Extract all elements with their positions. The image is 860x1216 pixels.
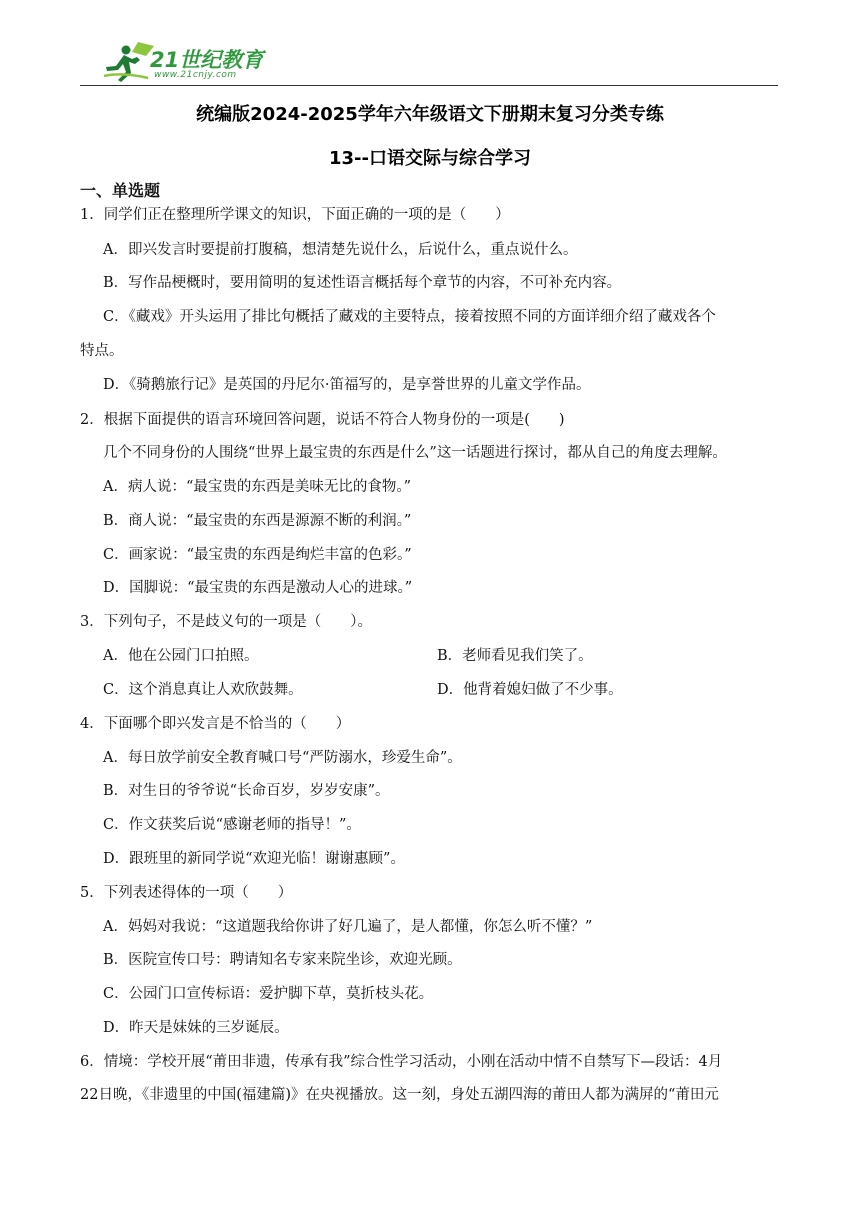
question-2-option-a: A．病人说：“最宝贵的东西是美味无比的食物。” [103, 479, 412, 495]
question-5-option-c: C．公园门口宣传标语：爱护脚下草，莫折枝头花。 [103, 986, 434, 1002]
question-3-stem: 3．下列句子，不是歧义句的一项是（ ）。 [80, 614, 372, 630]
document-title: 统编版2024-2025学年六年级语文下册期末复习分类专练 [196, 104, 664, 125]
question-3-option-a: A．他在公园门口拍照。 [103, 648, 259, 664]
question-2-option-c: C．画家说：“最宝贵的东西是绚烂丰富的色彩。” [103, 547, 412, 563]
question-1-option-a: A．即兴发言时要提前打腹稿，想清楚先说什么，后说什么，重点说什么。 [103, 242, 578, 258]
question-5-option-a: A．妈妈对我说：“这道题我给你讲了好几遍了，是人都懂，你怎么听不懂？” [103, 919, 593, 935]
question-4-stem: 4．下面哪个即兴发言是不恰当的（ ） [80, 716, 351, 732]
question-2-context: 几个不同身份的人围绕“世界上最宝贵的东西是什么”这一话题进行探讨，都从自己的角度去理解。 [103, 445, 727, 461]
question-4-option-c: C．作文获奖后说“感谢老师的指导！”。 [103, 817, 361, 833]
question-1-option-b: B．写作品梗概时，要用简明的复述性语言概括每个章节的内容，不可补充内容。 [103, 275, 622, 291]
question-3-option-b: B．老师看见我们笑了。 [437, 648, 593, 664]
header-divider [80, 85, 778, 86]
question-4-option-b: B．对生日的爷爷说“长命百岁，岁岁安康”。 [103, 783, 390, 799]
document-subtitle: 13--口语交际与综合学习 [329, 148, 531, 169]
question-1-option-c: C．《藏戏》开头运用了排比句概括了藏戏的主要特点，接着按照不同的方面详细介绍了藏戏各个 [103, 309, 716, 325]
question-6-stem: 6．情境：学校开展“莆田非遗，传承有我”综合性学习活动，小刚在活动中情不自禁写下—段话：4月 [80, 1054, 723, 1070]
question-1-stem: 1．同学们正在整理所学课文的知识，下面正确的一项的是（ ） [80, 207, 510, 223]
section-heading: 一、单选题 [80, 181, 161, 200]
question-5-option-d: D．昨天是妹妹的三岁诞辰。 [103, 1020, 289, 1036]
question-2-stem: 2．根据下面提供的语言环境回答问题，说话不符合人物身份的一项是( ) [80, 412, 565, 428]
question-5-option-b: B．医院宣传口号：聘请知名专家来院坐诊，欢迎光顾。 [103, 952, 462, 968]
question-2-option-b: B．商人说：“最宝贵的东西是源源不断的利润。” [103, 513, 412, 529]
question-6-stem-continued: 22日晚，《非遗里的中国(福建篇)》在央视播放。这一刻，身处五湖四海的莆田人都为满屏的“莆田元 [80, 1087, 719, 1103]
question-3-option-d: D．他背着媳妇做了不少事。 [437, 682, 623, 698]
question-3-option-c: C．这个消息真让人欢欣鼓舞。 [103, 682, 303, 698]
question-5-stem: 5．下列表述得体的一项（ ） [80, 885, 293, 901]
brand-logo [102, 40, 272, 84]
logo-brand-text: 21世纪教育 [150, 48, 264, 72]
question-1-option-d: D．《骑鹅旅行记》是英国的丹尼尔·笛福写的，是享誉世界的儿童文学作品。 [103, 377, 591, 393]
logo-site-text: www.21cnjy.com [154, 70, 237, 80]
question-1-option-c-continued: 特点。 [80, 343, 124, 359]
question-4-option-a: A．每日放学前安全教育喊口号“严防溺水，珍爱生命”。 [103, 750, 462, 766]
question-2-option-d: D．国脚说：“最宝贵的东西是激动人心的进球。” [103, 580, 413, 596]
question-4-option-d: D．跟班里的新同学说“欢迎光临！谢谢惠顾”。 [103, 851, 405, 867]
